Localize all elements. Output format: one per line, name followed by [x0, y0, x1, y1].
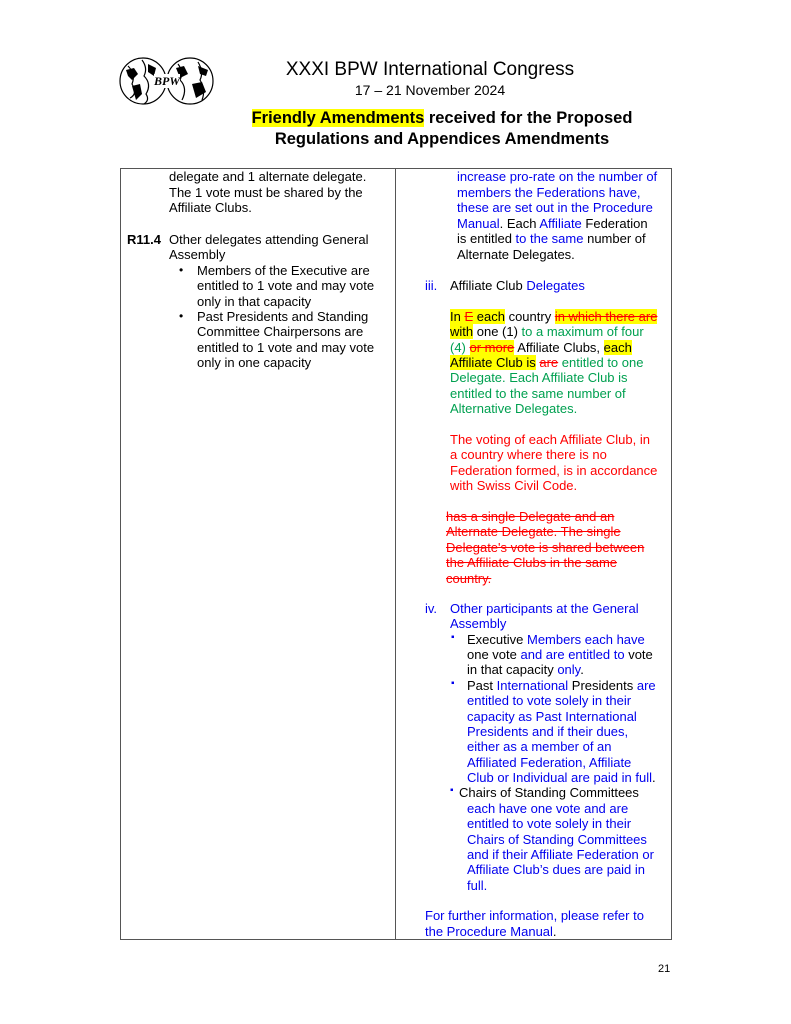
iv-bullet3: Affiliate Club’s dues are paid in: [467, 862, 646, 877]
left-bullet-text: entitled to 1 vote and may vote: [197, 278, 375, 293]
bullet-icon: ▪: [450, 785, 454, 796]
iii-para1: (4) or more Affiliate Clubs, each: [450, 340, 632, 355]
right-text: increase pro-rate on the number of: [457, 169, 658, 184]
iv-bullet2: capacity as Past International: [467, 709, 637, 724]
right-text: Manual. Each Affiliate Federation: [457, 216, 648, 231]
iv-bullet2: either as a member of an: [467, 739, 612, 754]
iii-deleted-text: Delegate's vote is shared between: [446, 540, 645, 555]
further-info: the Procedure Manual.: [425, 924, 557, 939]
right-text: is entitled to the same number of: [457, 231, 646, 246]
iv-bullet3: and if their Affiliate Federation or: [467, 847, 654, 862]
bullet-icon: •: [179, 263, 184, 277]
right-text: members the Federations have,: [457, 185, 641, 200]
iii-para2: The voting of each Affiliate Club, in: [450, 432, 650, 447]
iii-para1: with one (1) to a maximum of four: [450, 324, 644, 339]
left-bullet-text: only in that capacity: [197, 294, 312, 309]
congress-title: XXXI BPW International Congress: [285, 59, 575, 80]
iv-bullet1: one vote and are entitled to vote: [467, 647, 653, 662]
iii-deleted-text: country.: [446, 571, 492, 586]
bullet-icon: ▪: [451, 632, 455, 643]
rule-text: Assembly: [169, 247, 226, 262]
iv-bullet3: Chairs of Standing Committees: [467, 832, 647, 847]
iii-deleted-text: the Affiliate Clubs in the same: [446, 555, 618, 570]
iv-bullet2: Presidents and if their dues,: [467, 724, 629, 739]
item-number-iv: iv.: [425, 601, 438, 616]
left-bullet-text: entitled to 1 vote and may vote: [197, 340, 375, 355]
iii-para1: entitled to the same number of: [450, 386, 626, 401]
left-bullet-text: Committee Chairpersons are: [197, 324, 364, 339]
iii-para1: Affiliate Club is are entitled to one: [450, 355, 644, 370]
iii-deleted-text: has a single Delegate and an: [446, 509, 615, 524]
rule-number: R11.4: [127, 232, 161, 247]
further-info: For further information, please refer to: [425, 908, 644, 923]
document-subtitle-line2: Regulations and Appendices Amendments: [274, 130, 610, 148]
iv-bullet1: in that capacity only.: [467, 662, 584, 677]
page-number: 21: [658, 963, 671, 975]
iv-bullet2: Past International Presidents are: [467, 678, 656, 693]
subtitle-rest: received for the Proposed: [424, 109, 633, 127]
rule-text: Other delegates attending General: [169, 232, 369, 247]
iv-bullet3: full.: [467, 878, 488, 893]
iv-bullet2: Club or Individual are paid in full.: [467, 770, 656, 785]
left-text: delegate and 1 alternate delegate.: [169, 169, 367, 184]
iv-bullet2: entitled to vote solely in their: [467, 693, 632, 708]
iii-para2: a country where there is no: [450, 447, 607, 462]
iv-bullet2: Affiliated Federation, Affiliate: [467, 755, 632, 770]
column-divider: [395, 168, 396, 939]
iv-bullet3: entitled to vote solely in their: [467, 816, 632, 831]
iii-para2: Federation formed, is in accordance: [450, 463, 658, 478]
iv-bullet3: each have one vote and are: [467, 801, 629, 816]
document-subtitle: [0, 109, 791, 128]
iii-para1: Alternative Delegates.: [450, 401, 578, 416]
iii-deleted-text: Alternate Delegate. The single: [446, 524, 621, 539]
iii-heading: Affiliate Club Delegates: [450, 278, 585, 293]
iv-heading: Other participants at the General: [450, 601, 639, 616]
left-text: The 1 vote must be shared by the: [169, 185, 363, 200]
bullet-icon: ▪: [451, 678, 455, 689]
subtitle-highlight: Friendly Amendments: [251, 109, 425, 127]
left-text: Affiliate Clubs.: [169, 200, 252, 215]
left-bullet-text: Past Presidents and Standing: [197, 309, 369, 324]
left-bullet-text: only in one capacity: [197, 355, 312, 370]
right-text: Alternate Delegates.: [457, 247, 575, 262]
iii-para2: with Swiss Civil Code.: [450, 478, 578, 493]
congress-dates: 17 – 21 November 2024: [354, 82, 506, 98]
bullet-icon: •: [179, 309, 184, 323]
left-bullet-text: Members of the Executive are: [197, 263, 370, 278]
right-text: these are set out in the Procedure: [457, 200, 653, 215]
iv-bullet1: Executive Members each have: [467, 632, 645, 647]
iii-para1: Delegate. Each Affiliate Club is: [450, 370, 628, 385]
item-number-iii: iii.: [425, 278, 438, 293]
iii-para1: In E each country in which there are: [450, 309, 658, 324]
iv-heading: Assembly: [450, 616, 507, 631]
logo-text: BPW: [153, 74, 181, 88]
iv-bullet3: Chairs of Standing Committees: [459, 785, 639, 800]
